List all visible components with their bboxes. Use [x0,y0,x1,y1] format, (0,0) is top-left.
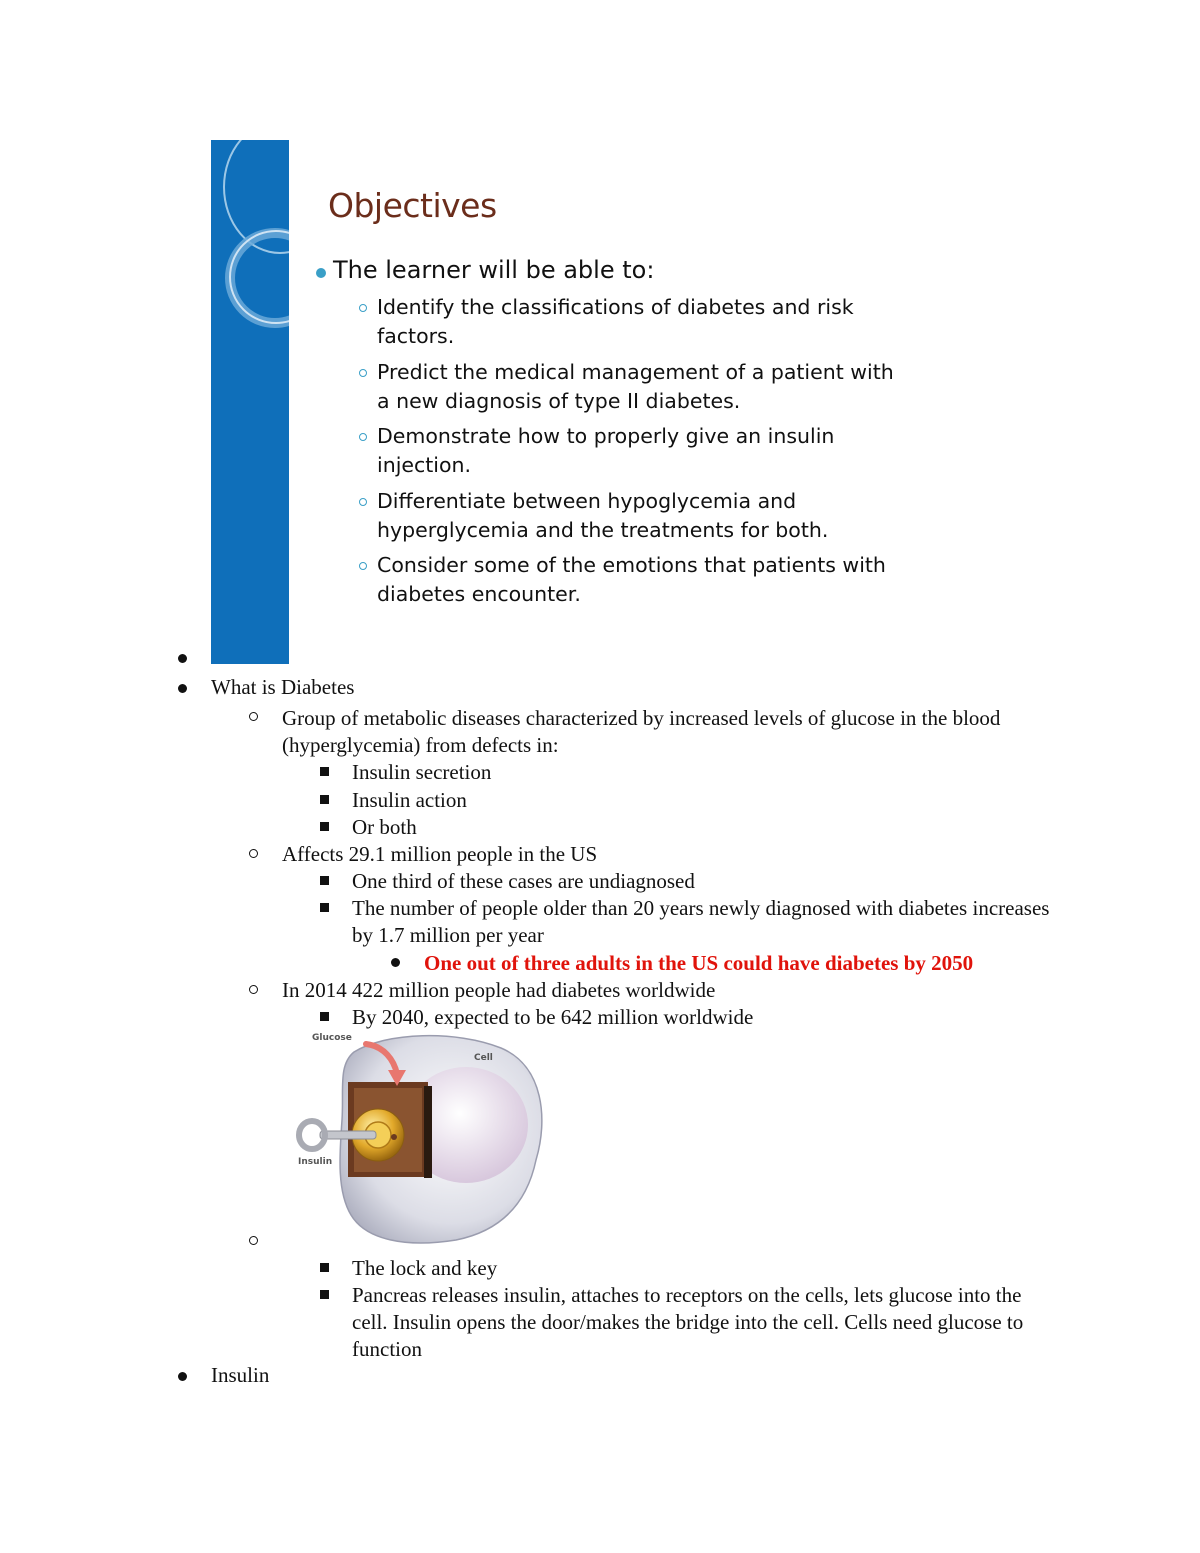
slide-title: Objectives [328,186,497,225]
bullet-circle-icon [249,712,258,721]
list-item-pancreas: Pancreas releases insulin, attaches to receptors on the cells, lets glucose into the cell. Insulin opens the door/makes the bridge into the cell. Cells need glucose to function [352,1283,1024,1361]
bullet-ring-icon [359,498,367,506]
list-item-worldwide: In 2014 422 million people had diabetes worldwide [282,978,716,1002]
bullet-square-icon [320,903,329,912]
list-item-defect: Or both [352,815,417,839]
bullet-circle-icon [249,985,258,994]
bullet-ring-icon [359,433,367,441]
figure-label-glucose: Glucose [312,1033,352,1043]
key-shape [320,1131,376,1139]
list-item-affects: Affects 29.1 million people in the US [282,842,598,866]
figure-label-cell: Cell [474,1053,493,1063]
figure-label-insulin: Insulin [298,1157,333,1167]
bullet-square-icon [320,822,329,831]
list-item-definition: Group of metabolic diseases characterized by increased levels of glucose in the blood (hyperglycemia) from defects in: [282,706,1001,757]
slide-objective: Predict the medical management of a patient with a new diagnosis of type II diabetes. [377,358,897,416]
slide-side-bar [211,140,289,664]
bullet-square-icon [320,1290,329,1299]
slide-lead: The learner will be able to: [333,256,654,284]
list-item-projection: By 2040, expected to be 642 million worldwide [352,1005,754,1029]
bullet-ring-icon [359,304,367,312]
slide-objective: Consider some of the emotions that patients with diabetes encounter. [377,551,897,609]
bullet-square-icon [320,876,329,885]
bullet-ring-icon [359,369,367,377]
bullet-circle-icon [249,1236,258,1245]
bullet-square-icon [320,1012,329,1021]
slide-objective: Identify the classifications of diabetes and risk factors. [377,293,897,351]
bullet-square-icon [320,1263,329,1272]
bullet-disc-icon [178,654,187,663]
list-item-undiagnosed: One third of these cases are undiagnosed [352,869,695,893]
bullet-disc-icon [391,958,400,967]
heading-what-is-diabetes: What is Diabetes [211,675,355,699]
bullet-dot-icon [316,268,326,278]
bullet-ring-icon [359,562,367,570]
bullet-disc-icon [178,1372,187,1381]
objectives-slide [211,140,911,664]
slide-objective: Differentiate between hypoglycemia and hyperglycemia and the treatments for both. [377,487,897,545]
bullet-circle-icon [249,849,258,858]
slide-objective: Demonstrate how to properly give an insulin injection. [377,422,897,480]
bullet-square-icon [320,767,329,776]
list-item-lock-key: The lock and key [352,1256,498,1280]
list-item-defect: Insulin action [352,788,467,812]
highlight-statistic: One out of three adults in the US could have diabetes by 2050 [424,951,974,975]
list-item-defect: Insulin secretion [352,760,492,784]
lock-and-key-figure [296,1030,546,1245]
heading-insulin: Insulin [211,1363,270,1387]
bullet-disc-icon [178,684,187,693]
list-item-new-diagnoses: The number of people older than 20 years newly diagnosed with diabetes increases by 1.7 million per year [352,896,1050,947]
bullet-square-icon [320,795,329,804]
